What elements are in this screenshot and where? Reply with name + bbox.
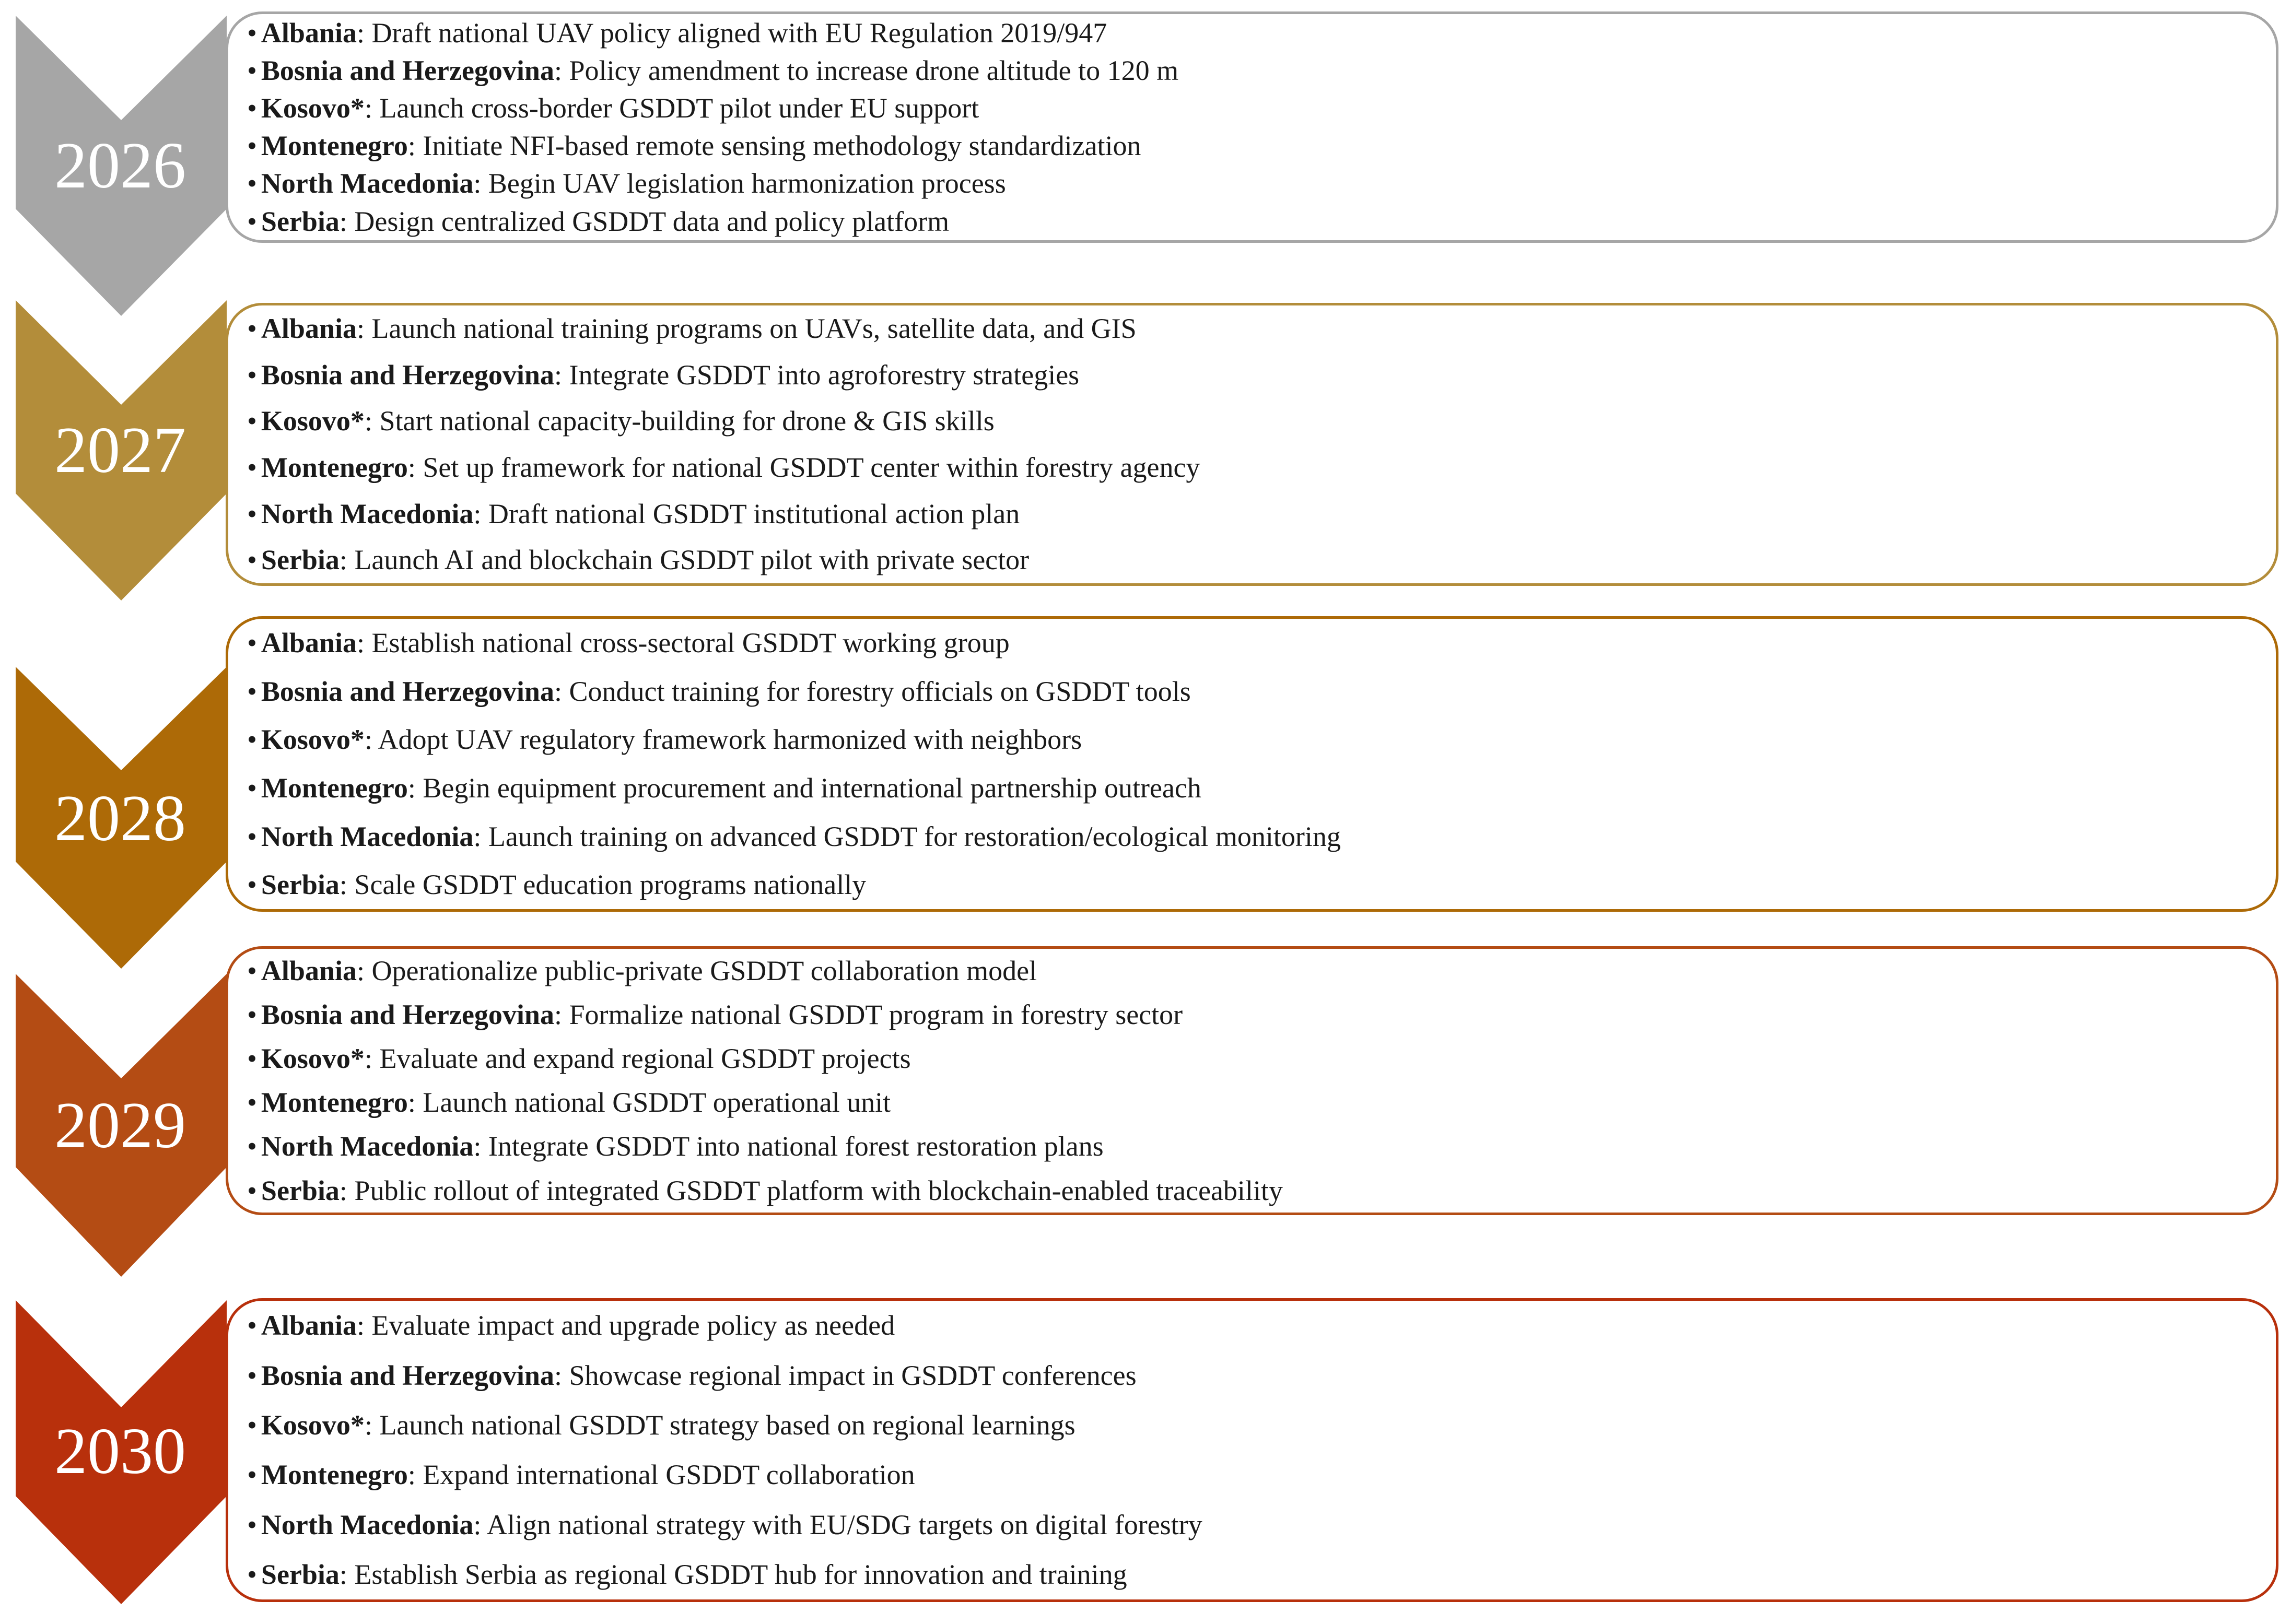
country-name: North Macedonia bbox=[261, 1131, 474, 1162]
milestone-item: • North Macedonia: Launch training on advanced GSDDT for restoration/ecological monitoring bbox=[247, 820, 1341, 852]
milestone-text: : Launch national GSDDT operational unit bbox=[407, 1087, 891, 1119]
country-name: Kosovo* bbox=[261, 724, 365, 756]
country-name: Albania bbox=[261, 17, 357, 49]
year-label: 2029 bbox=[54, 1089, 186, 1162]
country-name: Albania bbox=[261, 312, 357, 344]
milestone-item: • Kosovo*: Launch cross-border GSDDT pilot under EU support bbox=[247, 92, 979, 124]
country-name: Kosovo* bbox=[261, 405, 365, 437]
year-label: 2030 bbox=[54, 1415, 186, 1488]
country-name: North Macedonia bbox=[261, 498, 474, 529]
milestone-item: • Serbia: Launch AI and blockchain GSDDT pilot with private sector bbox=[247, 544, 1030, 576]
milestone-text: : Launch national GSDDT strategy based on regional learnings bbox=[364, 1409, 1076, 1441]
milestone-item: • Bosnia and Herzegovina: Conduct training for forestry officials on GSDDT tools bbox=[247, 675, 1191, 707]
milestone-text: : Conduct training for forestry officials on GSDDT tools bbox=[554, 675, 1191, 707]
milestone-text: : Set up framework for national GSDDT center within forestry agency bbox=[407, 451, 1200, 483]
year-label: 2026 bbox=[54, 130, 186, 202]
milestone-item: • Bosnia and Herzegovina: Policy amendment to increase drone altitude to 120 m bbox=[247, 54, 1179, 86]
milestone-text: : Public rollout of integrated GSDDT platform with blockchain-enabled traceability bbox=[339, 1174, 1283, 1206]
milestone-item: • Kosovo*: Launch national GSDDT strategy based on regional learnings bbox=[247, 1409, 1076, 1441]
milestone-text: : Launch AI and blockchain GSDDT pilot with private sector bbox=[339, 544, 1030, 576]
country-name: Bosnia and Herzegovina bbox=[261, 54, 554, 86]
country-name: Bosnia and Herzegovina bbox=[261, 998, 554, 1030]
country-name: Serbia bbox=[261, 205, 340, 237]
milestone-text: : Expand international GSDDT collaboration bbox=[407, 1459, 915, 1491]
country-name: Montenegro bbox=[261, 1087, 408, 1119]
milestone-item: • Albania: Evaluate impact and upgrade policy as needed bbox=[247, 1310, 895, 1341]
milestone-text: : Showcase regional impact in GSDDT conferences bbox=[554, 1359, 1137, 1391]
milestone-panel-2028 bbox=[226, 616, 2278, 912]
country-name: Serbia bbox=[261, 544, 340, 576]
milestone-item: • Montenegro: Expand international GSDDT collaboration bbox=[247, 1459, 915, 1491]
milestone-item: • Albania: Launch national training programs on UAVs, satellite data, and GIS bbox=[247, 312, 1137, 344]
country-name: North Macedonia bbox=[261, 1509, 474, 1540]
milestone-item: • Serbia: Establish Serbia as regional GSDDT hub for innovation and training bbox=[247, 1558, 1127, 1590]
milestone-text: : Scale GSDDT education programs nationally bbox=[339, 869, 867, 901]
milestone-panel-2026 bbox=[226, 11, 2278, 243]
country-name: Kosovo* bbox=[261, 1409, 365, 1441]
milestone-text: : Design centralized GSDDT data and policy platform bbox=[339, 205, 950, 237]
country-name: Serbia bbox=[261, 1174, 340, 1206]
milestone-text: : Launch training on advanced GSDDT for restoration/ecological monitoring bbox=[473, 820, 1341, 852]
milestone-panel-2030 bbox=[226, 1298, 2278, 1602]
milestone-item: • Kosovo*: Evaluate and expand regional GSDDT projects bbox=[247, 1043, 911, 1075]
country-name: Montenegro bbox=[261, 130, 408, 162]
country-name: Montenegro bbox=[261, 451, 408, 483]
milestone-item: • North Macedonia: Draft national GSDDT institutional action plan bbox=[247, 498, 1020, 529]
milestone-text: : Launch national training programs on UAVs, satellite data, and GIS bbox=[356, 312, 1137, 344]
milestone-text: : Initiate NFI-based remote sensing methodology standardization bbox=[407, 130, 1141, 162]
milestone-text: : Launch cross-border GSDDT pilot under EU support bbox=[364, 92, 979, 124]
milestone-item: • North Macedonia: Begin UAV legislation harmonization process bbox=[247, 168, 1006, 199]
country-name: Montenegro bbox=[261, 1459, 408, 1491]
country-name: Albania bbox=[261, 955, 357, 986]
country-name: Kosovo* bbox=[261, 1043, 365, 1075]
country-name: Serbia bbox=[261, 1558, 340, 1590]
milestone-panel-2027 bbox=[226, 303, 2278, 586]
milestone-text: : Establish Serbia as regional GSDDT hub for innovation and training bbox=[339, 1558, 1127, 1590]
milestone-item: • Albania: Operationalize public-private GSDDT collaboration model bbox=[247, 955, 1037, 986]
milestone-item: • Kosovo*: Start national capacity-building for drone & GIS skills bbox=[247, 405, 995, 437]
milestone-item: • North Macedonia: Integrate GSDDT into national forest restoration plans bbox=[247, 1131, 1104, 1162]
milestone-item: • Serbia: Public rollout of integrated GSDDT platform with blockchain-enabled traceability bbox=[247, 1174, 1283, 1206]
milestone-text: : Operationalize public-private GSDDT collaboration model bbox=[356, 955, 1037, 986]
milestone-item: • Montenegro: Begin equipment procurement and international partnership outreach bbox=[247, 772, 1201, 804]
milestone-text: : Begin equipment procurement and international partnership outreach bbox=[407, 772, 1201, 804]
milestone-text: : Evaluate and expand regional GSDDT projects bbox=[364, 1043, 911, 1075]
milestone-item: • Bosnia and Herzegovina: Formalize national GSDDT program in forestry sector bbox=[247, 998, 1183, 1030]
milestone-text: : Draft national UAV policy aligned with EU Regulation 2019/947 bbox=[356, 17, 1107, 49]
country-name: Bosnia and Herzegovina bbox=[261, 359, 554, 391]
year-label: 2027 bbox=[54, 414, 186, 487]
milestone-text: : Formalize national GSDDT program in forestry sector bbox=[554, 998, 1183, 1030]
milestone-item: • Kosovo*: Adopt UAV regulatory framework harmonized with neighbors bbox=[247, 724, 1082, 756]
country-name: Montenegro bbox=[261, 772, 408, 804]
milestone-item: • North Macedonia: Align national strategy with EU/SDG targets on digital forestry bbox=[247, 1509, 1202, 1540]
milestone-item: • Montenegro: Launch national GSDDT operational unit bbox=[247, 1087, 891, 1119]
milestone-item: • Serbia: Scale GSDDT education programs nationally bbox=[247, 869, 867, 901]
country-name: Albania bbox=[261, 627, 357, 658]
milestone-text: : Integrate GSDDT into agroforestry strategies bbox=[554, 359, 1080, 391]
milestone-text: : Adopt UAV regulatory framework harmonized with neighbors bbox=[364, 724, 1082, 756]
milestone-text: : Integrate GSDDT into national forest restoration plans bbox=[473, 1131, 1104, 1162]
country-name: Bosnia and Herzegovina bbox=[261, 675, 554, 707]
milestone-item: • Montenegro: Initiate NFI-based remote sensing methodology standardization bbox=[247, 130, 1141, 162]
country-name: Albania bbox=[261, 1310, 357, 1341]
milestone-text: : Begin UAV legislation harmonization process bbox=[473, 168, 1006, 199]
milestone-item: • Bosnia and Herzegovina: Showcase regional impact in GSDDT conferences bbox=[247, 1359, 1137, 1391]
milestone-text: : Evaluate impact and upgrade policy as needed bbox=[356, 1310, 895, 1341]
milestone-item: • Albania: Establish national cross-sectoral GSDDT working group bbox=[247, 627, 1010, 658]
year-label: 2028 bbox=[54, 782, 186, 855]
milestone-item: • Serbia: Design centralized GSDDT data and policy platform bbox=[247, 205, 950, 237]
milestone-item: • Bosnia and Herzegovina: Integrate GSDDT into agroforestry strategies bbox=[247, 359, 1080, 391]
milestone-text: : Establish national cross-sectoral GSDDT working group bbox=[356, 627, 1010, 658]
country-name: Serbia bbox=[261, 869, 340, 901]
milestone-text: : Start national capacity-building for drone & GIS skills bbox=[364, 405, 995, 437]
milestone-panel-2029 bbox=[226, 946, 2278, 1215]
milestone-text: : Draft national GSDDT institutional action plan bbox=[473, 498, 1020, 529]
milestone-item: • Albania: Draft national UAV policy aligned with EU Regulation 2019/947 bbox=[247, 17, 1107, 49]
country-name: Kosovo* bbox=[261, 92, 365, 124]
country-name: Bosnia and Herzegovina bbox=[261, 1359, 554, 1391]
milestone-text: : Policy amendment to increase drone altitude to 120 m bbox=[554, 54, 1179, 86]
country-name: North Macedonia bbox=[261, 820, 474, 852]
milestone-item: • Montenegro: Set up framework for national GSDDT center within forestry agency bbox=[247, 451, 1200, 483]
country-name: North Macedonia bbox=[261, 168, 474, 199]
milestone-text: : Align national strategy with EU/SDG targets on digital forestry bbox=[473, 1509, 1202, 1540]
